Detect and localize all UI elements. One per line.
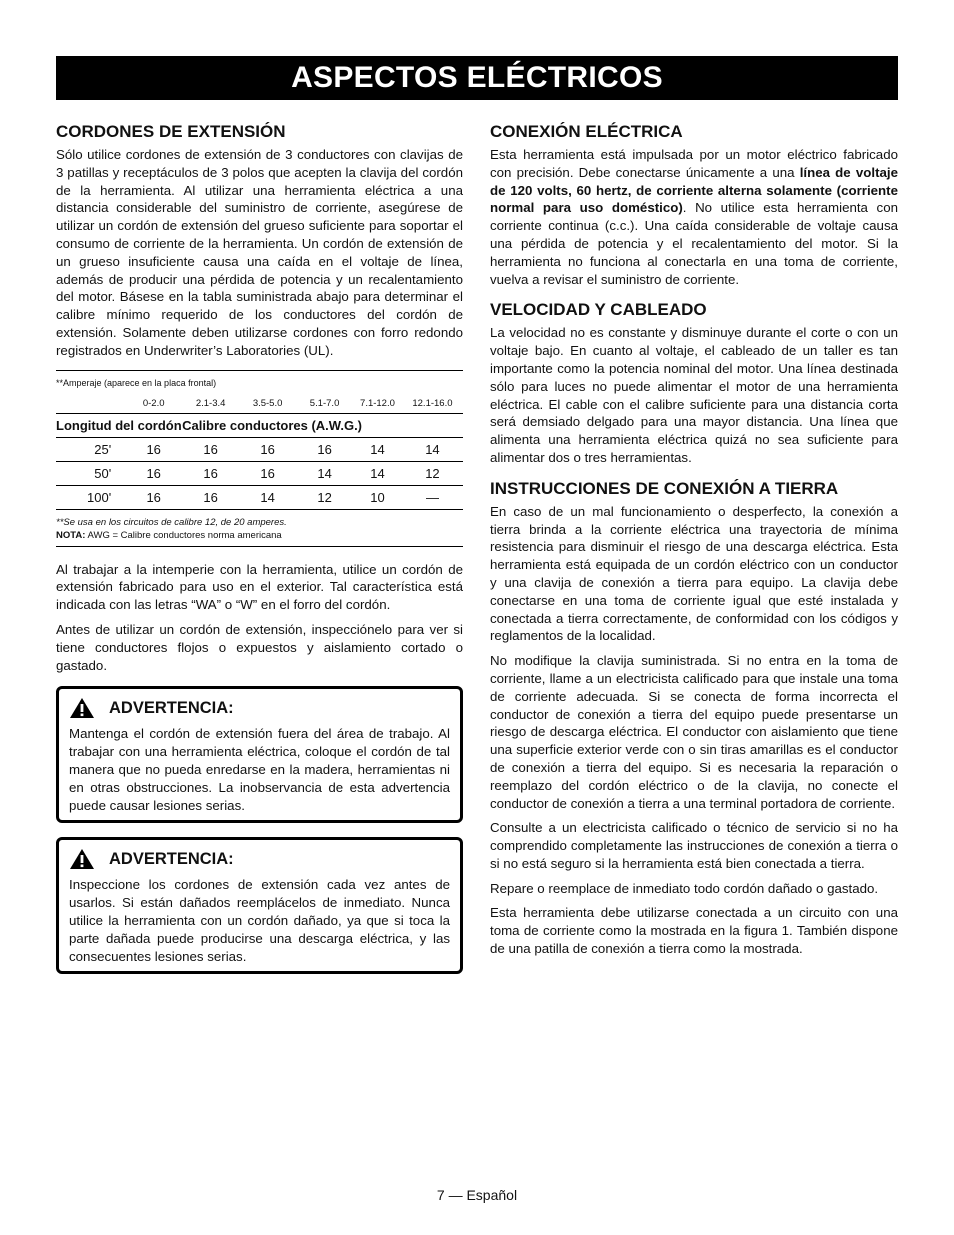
gauge-table xyxy=(56,397,463,510)
grounding-paragraph-2: No modifique la clavija suministrada. Si no entra en la toma de corriente, llame a un electricista calificado para que instale una toma de corriente adecuada. Si se conecta de forma incorrecta el conductor de conexión a tierra del equipo puede presentarse un riesgo de descarga eléctrica. El conductor con aislamiento que tiene una superficie exterior verde con o sin tiras amarillas es el conductor de conexión a tierra del equipo. Si es necesaria la reparación o reemplazo del cordón eléctrico o de la clavija, no conecte el conductor de conexión a tierra a una terminal portadora de corriente. xyxy=(490,653,898,811)
cell: 14 xyxy=(402,437,463,461)
cell: 50' xyxy=(56,461,125,485)
amp-cell: 3.5-5.0 xyxy=(252,397,283,409)
amperage-note: **Amperaje (aparece en la placa frontal) xyxy=(56,377,217,388)
footnote-note-text: AWG = Calibre conductores norma americana xyxy=(85,529,282,541)
amp-cell: 7.1-12.0 xyxy=(360,397,395,409)
banner-title: ASPECTOS ELÉCTRICOS xyxy=(291,61,663,94)
cell: 25' xyxy=(56,437,125,461)
electrical-connection-paragraph: Esta herramienta está impulsada por un motor eléctrico fabricado con precisión. Debe conectarse únicamente a una línea de voltaje de 120 volts, 60 hertz, de corriente alterna solamente (corriente normal para uso doméstico). No utilice esta herramienta con corriente continua (c.c.). Una caída considerable de voltaje causa una pérdida de potencia y el recalentamiento del motor. Si la herramienta no funciona al conectarla en una toma de corriente, vuelva a revisar el suministro de corriente. xyxy=(490,147,898,287)
header-gauge: Calibre conductores (A.W.G.) xyxy=(182,413,463,437)
speed-wiring-heading: VELOCIDAD Y CABLEADO xyxy=(490,300,707,320)
extension-cords-paragraph-3: Antes de utilizar un cordón de extensión, inspecciónelo para ver si tiene conductores flojos o expuestos y aislamiento cortado o gastado. xyxy=(56,621,463,673)
cell: 16 xyxy=(125,437,182,461)
amperage-row xyxy=(56,397,463,414)
table-row xyxy=(56,437,463,461)
speed-wiring-paragraph: La velocidad no es constante y disminuye durante el corte o con un voltaje bajo. En cuanto al voltaje, el cableado de un taller es tan importante como la potencia nominal del motor. Una línea destinada sólo para luces no puede alimentar el motor de una herramienta eléctrica. El cable con el calibre suficiente para una distancia corta será demsiado delgado para una mayor distancia. Una línea que alimenta una herramienta eléctrica quizá no sea suficiente para alimentar dos o tres herramientas. xyxy=(490,325,898,465)
warning-text: Mantenga el cordón de extensión fuera del área de trabajo. Al trabajar con una herramienta eléctrica, coloque el cordón de tal manera que no pueda enredarse en la madera, herramientas ni en otras obstrucciones. La inobservancia de esta advertencia puede causar lesiones serias. xyxy=(69,726,450,813)
cell: 16 xyxy=(125,485,182,509)
page-number: 7 — Español xyxy=(436,1187,518,1203)
amp-cell: 2.1-3.4 xyxy=(195,397,226,409)
table-footnotes xyxy=(56,516,463,542)
cell: 10 xyxy=(353,485,402,509)
warning-title: ADVERTENCIA: xyxy=(109,698,234,717)
cell: 16 xyxy=(182,485,239,509)
extension-cords-paragraph-2: Al trabajar a la intemperie con la herramienta, utilice un cordón de extensión fabricado para uso en el exterior. Tal característica está indicada con las letras “WA” o “W” en el forro del cordón. xyxy=(56,561,463,613)
cell: 16 xyxy=(239,437,296,461)
table-row xyxy=(56,485,463,509)
amp-cell: 0-2.0 xyxy=(142,397,165,409)
footnote-circuit: **Se usa en los circuitos de calibre 12, de 20 amperes. xyxy=(56,516,287,528)
warning-triangle-icon xyxy=(69,697,95,719)
electrical-connection-heading: CONEXIÓN ELÉCTRICA xyxy=(490,122,683,141)
extension-cord-table xyxy=(56,370,463,547)
cell: 14 xyxy=(239,485,296,509)
grounding-paragraph-3: Consulte a un electricista calificado o técnico de servicio si no ha comprendido completamente las instrucciones de conexión a tierra o si no está seguro si la herramienta está bien conectada a tierra. xyxy=(490,820,898,871)
cell: 16 xyxy=(182,437,239,461)
grounding-heading: INSTRUCCIONES DE CONEXIÓN A TIERRA xyxy=(490,478,839,498)
warning-box-1 xyxy=(56,686,463,823)
grounding-paragraph-1: En caso de un mal funcionamiento o desperfecto, la conexión a tierra brinda a la corriente eléctrica una trayectoria de mínima resistencia para disminuir el riesgo de una descarga eléctrica. Esta herramienta está equipada de un cordón eléctrico con un conductor y una clavija de conexión a tierra para equipo. La clavija debe conectarse en una toma de corriente igual que esté instalada y conectada a tierra correctamente, de conformidad con los códigos y reglamentos de la localidad. xyxy=(490,503,898,644)
section-banner xyxy=(56,56,898,100)
right-column xyxy=(490,122,898,970)
cell: 12 xyxy=(296,485,353,509)
cell: 16 xyxy=(296,437,353,461)
header-length: Longitud del cordón xyxy=(56,413,182,437)
cell: 12 xyxy=(402,461,463,485)
grounding-paragraph-4: Repare o reemplace de inmediato todo cordón dañado o gastado. xyxy=(490,880,879,896)
amp-cell: 5.1-7.0 xyxy=(309,397,340,409)
table-header-row xyxy=(56,413,463,437)
amp-cell: 12.1-16.0 xyxy=(412,397,453,409)
cell: — xyxy=(402,485,463,509)
extension-cords-heading: CORDONES DE EXTENSIÓN xyxy=(56,122,286,141)
cell: 14 xyxy=(353,461,402,485)
table-row xyxy=(56,461,463,485)
warning-title: ADVERTENCIA: xyxy=(109,849,234,868)
warning-text: Inspeccione los cordones de extensión cada vez antes de usarlos. Si están dañados reemplácelos de inmediato. Nunca utilice la herramienta con un cordón dañado, ya que si toca la parte dañada puede producirse una descarga eléctrica, y las consecuentes lesiones serias. xyxy=(69,877,450,964)
cell: 16 xyxy=(125,461,182,485)
left-column xyxy=(56,122,463,974)
page-footer xyxy=(0,1187,954,1203)
cell: 16 xyxy=(239,461,296,485)
cell: 100' xyxy=(56,485,125,509)
warning-triangle-icon xyxy=(69,848,95,870)
cell: 16 xyxy=(182,461,239,485)
extension-cords-paragraph-1: Sólo utilice cordones de extensión de 3 conductores con clavijas de 3 patillas y receptáculos de 3 polos que acepten la clavija del cordón de la herramienta. Al utilizar una herramienta eléctrica a una distancia considerable del suministro de corriente, asegúrese de utilizar un cordón de extensión del grueso suficiente para soportar el consumo de corriente de la herramienta. Un cordón de extensión de un grueso insuficiente causa una caída en el voltaje de línea, además de producir una pérdida de potencia y un recalentamiento del motor. Básese en la tabla suministrada abajo para determinar el calibre mínimo requerido de los conductores del cordón de extensión. Solamente deben utilizarse cordones con forro redondo registrados en Underwriter’s Laboratories (UL). xyxy=(56,147,463,358)
cell: 14 xyxy=(296,461,353,485)
grounding-paragraph-5: Esta herramienta debe utilizarse conectada a un circuito con una toma de corriente como la mostrada en la figura 1. También dispone de una patilla de conexión a tierra como la mostrada. xyxy=(490,905,898,957)
warning-box-2 xyxy=(56,837,463,974)
cell: 14 xyxy=(353,437,402,461)
footnote-note-label: NOTA: xyxy=(56,529,86,541)
